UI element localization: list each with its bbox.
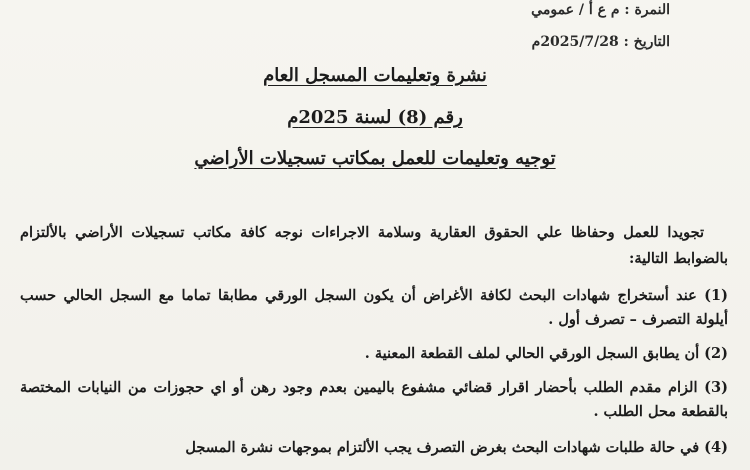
list-item-4: (4) في حالة طلبات شهادات البحث بغرض التصرف يجب الألتزام بموجهات نشرة المسجل: [185, 439, 728, 456]
title-line-3: [0, 148, 750, 169]
list-item-1: (1) عند أستخراج شهادات البحث لكافة الأغراض أن يكون السجل الورقي مطابقا تماما مع السجل الحالي حسب أيلولة التصرف – تصرف أول .: [20, 287, 728, 328]
document-date: التاريخ : 2025/7/28م: [531, 34, 670, 50]
title-line-1: [0, 65, 750, 86]
intro-paragraph: تجويدا للعمل وحفاظا علي الحقوق العقارية وسلامة الاجراءات نوجه كافة مكاتب تسجيلات الأراضي بالألتزام بالضوابط التالية:: [20, 224, 728, 267]
title-line-2: [0, 107, 750, 128]
reference-number: النمرة : م ع أ / عمومي: [531, 2, 670, 18]
title-text-2: رقم (8) لسنة 2025م: [287, 107, 463, 128]
list-item-2: (2) أن يطابق السجل الورقي الحالي لملف القطعة المعنية .: [364, 345, 728, 362]
title-text-3: توجيه وتعليمات للعمل بمكاتب تسجيلات الأراضي: [194, 148, 556, 169]
list-item-3: (3) الزام مقدم الطلب بأحضار اقرار قضائي مشفوع باليمين بعدم وجود رهن أو اي حجوزات من النيابات المختصة بالقطعة محل الطلب .: [20, 379, 728, 420]
title-text-1: نشرة وتعليمات المسجل العام: [263, 65, 487, 86]
